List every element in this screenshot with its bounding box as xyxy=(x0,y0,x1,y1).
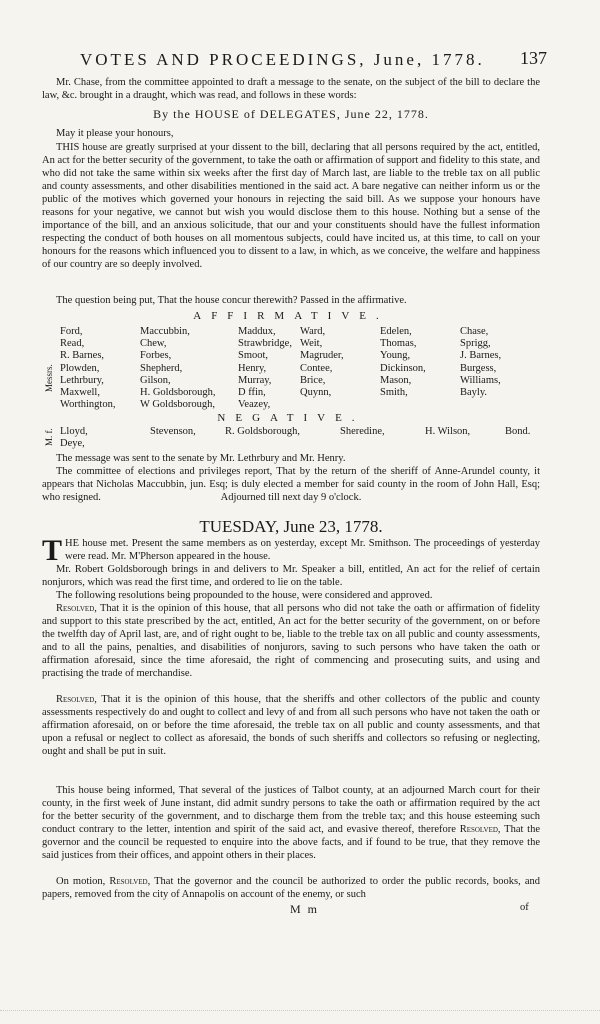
signature-mark: M m xyxy=(290,902,320,916)
voter-name: Contee, xyxy=(300,362,333,374)
voter-name: Gilson, xyxy=(140,374,171,386)
voter-name: Read, xyxy=(60,338,85,350)
voter-name: Henry, xyxy=(238,362,267,374)
voter-name: Forbes, xyxy=(140,350,172,362)
resolution-2-text: That it is the opinion of this house, that the sheriffs and other collectors of the public and county assessments respectively do and ought to collect and levy of and from all such persons who have not taken the oath or affirmation aforesaid, on or before the time aforesaid, the treble tax on all public and county assessments, and that upon a refusal or neglect to collect as aforesaid, the bonds of such sheriffs and collectors so refusing or neglecting, ought and shall be put in suit. xyxy=(42,694,540,757)
voter-name: Worthington, xyxy=(60,399,116,411)
voter-name: Mason, xyxy=(380,374,412,386)
voter-name: D ffin, xyxy=(238,387,266,399)
intro-paragraph: Mr. Chase, from the committee appointed to draft a message to the senate, on the subject of the bill to declare the law, &c. brought in a draught, which was read, and follows in these words: xyxy=(42,77,540,101)
resolution-1-text: That it is the opinion of this house, that all persons who did not take the oath or affirmation of fidelity and support to this state prescribed by the act, entitled, An act for the better security of the government, on or before the twelfth day of April last, are, and of right ought to be, liable to the treble tax on all public and county assessments, and to all the pains, penalties, and disabilities of nonjurors, saving to such persons who have taken the oath or affirmation aforesaid, since the time aforesaid, the right of commencing and prosecuting suits, and using and practising the trade of merchandise. xyxy=(42,603,540,679)
voter-name: Weit, xyxy=(300,338,323,350)
talbot-text: This house being informed, That several of the justices of Talbot county, at an adjourned March court for their county, in the first week of June instant, did admit sundry persons to take the oath or affirmation required by the act for the better security of the government, and to discharge them from the treble tax; and this house esteeming such conduct contrary to the letter, intention and spirit of the said act, and evasive thereof, therefore xyxy=(42,785,540,835)
affirmative-column-6 xyxy=(460,326,501,399)
resolved-label: Resolved, xyxy=(56,694,97,705)
voter-name: Sheredine, xyxy=(340,426,385,437)
voter-name: Young, xyxy=(380,350,411,362)
voter-name: R. Barnes, xyxy=(60,350,105,362)
resolved-label: Resolved, xyxy=(109,876,151,887)
records-motion-paragraph xyxy=(42,875,540,901)
talbot-resolution-text: That the governor and the council be requested to enquire into the above facts, and if found to be true, that they remove the said justices from their offices, and appoint others in their places. xyxy=(42,824,540,861)
voter-name: H. Wilson, xyxy=(425,426,471,437)
voter-name: Williams, xyxy=(460,374,501,386)
voter-name: Ford, xyxy=(60,326,83,337)
resolved-label: Resolved, xyxy=(56,603,97,614)
day-heading: TUESDAY, June 23, 1778. xyxy=(199,517,383,536)
voter-name: Brice, xyxy=(300,374,326,386)
salutation: May it please your honours, xyxy=(56,128,174,139)
voter-name: Bayly. xyxy=(460,387,488,399)
voter-name: R. Goldsborough, xyxy=(225,426,300,437)
voter-name: Chew, xyxy=(140,338,167,350)
message-heading: By the HOUSE of DELEGATES, June 22, 1778. xyxy=(153,107,429,121)
elections-report: The committee of elections and privileges report, That by the return of the sheriff of Anne-Arundel county, it appears that Nicholas Maccubbin, jun. Esq; is duly elected a member for said county in the room of John Hall, Esq; who resigned. xyxy=(42,466,540,503)
tuesday-opening xyxy=(42,534,540,567)
voter-name: Smith, xyxy=(380,387,408,399)
voter-name: J. Barnes, xyxy=(460,350,502,362)
voter-name: Sprigg, xyxy=(460,338,491,350)
voter-name: Strawbridge, xyxy=(238,338,292,350)
affirmative-column-4 xyxy=(300,326,344,399)
voter-name: Edelen, xyxy=(380,326,412,337)
voter-name: Quynn, xyxy=(300,387,332,399)
voter-name: Veazey, xyxy=(238,399,271,411)
voter-name: Chase, xyxy=(460,326,489,337)
voter-name: Dickinson, xyxy=(380,362,426,374)
page-number: 137 xyxy=(520,48,547,68)
question-line: The question being put, That the house concur therewith? Passed in the affirmative. xyxy=(56,295,407,306)
voter-name: W Goldsborough, xyxy=(140,399,216,411)
affirmative-heading: AFFIRMATIVE. xyxy=(193,310,389,322)
message-sent-line: The message was sent to the senate by Mr. Lethrbury and Mr. Henry. xyxy=(56,453,346,464)
resolution-1 xyxy=(42,602,540,680)
affirmative-column-1 xyxy=(60,326,115,411)
voter-name: Maddux, xyxy=(238,326,276,337)
drop-cap: T xyxy=(42,534,63,567)
scan-edge-divider xyxy=(0,1010,600,1011)
resolution-2 xyxy=(42,693,540,758)
voter-name: Smoot, xyxy=(238,350,269,362)
voter-name: Magruder, xyxy=(300,350,344,362)
voter-name: H. Goldsborough, xyxy=(140,387,216,399)
message-body: THIS house are greatly surprised at your dissent to the bill, declaring that all persons required by the act, entitled, An act for the better security of the government, to take the oath or affirmation of support and fidelity to this state, and who did not take the same within six weeks after the first day of March last, are liable to the treble tax on all public and county assessments, and other disabilities mentioned in the said act. A bare negative can neither inform us or the public of the motives which governed your honours in rejecting the said bill. As we suppose your honours have reasons for your negative, we cannot but wish you would disclose them to this house. Nothing but a sense of the importance of the bill, and an anxious solicitude, that our and your constituents should have the fullest information respecting the conduct of both houses on all momentous subjects, could have incited us, at this time, to call on your honours for the reasons which influenced you to dissent to a law, in which, as we conceive, the welfare and happiness of our country are so deeply involved. xyxy=(42,142,540,270)
resolutions-intro: The following resolutions being propounded to the house, were considered and approved. xyxy=(56,590,433,601)
on-motion-label: On motion, xyxy=(56,876,106,887)
voter-name: Thomas, xyxy=(380,338,417,350)
affirmative-column-3 xyxy=(238,326,292,411)
voter-name: Deye, xyxy=(60,438,85,450)
affirmative-column-2 xyxy=(140,326,216,411)
negative-messrs-label: M. f. xyxy=(44,428,54,446)
voter-name: Burgess, xyxy=(460,362,497,374)
voter-name: Bond. xyxy=(505,426,531,437)
voter-name: Lethrbury, xyxy=(60,374,104,386)
opening-text: HE house met. Present the same members as on yesterday, except Mr. Smithson. The proceedings of yesterday were read. Mr. M'Pherson appeared in the house. xyxy=(65,538,540,562)
voter-name: Plowden, xyxy=(60,362,100,374)
voter-name: Murray, xyxy=(238,374,272,386)
voter-name: Maccubbin, xyxy=(140,326,190,337)
resolved-label: Resolved, xyxy=(459,824,501,835)
negative-heading: NEGATIVE. xyxy=(217,412,365,424)
affirmative-column-5 xyxy=(380,326,426,399)
voter-name: Lloyd, xyxy=(60,426,88,437)
records-motion-text: That the governor and the council be authorized to order the public records, books, and papers, removed from the city of Annapolis on account of the enemy, or such xyxy=(42,876,540,900)
voter-name: Stevenson, xyxy=(150,426,196,437)
adjourned-line: Adjourned till next day 9 o'clock. xyxy=(220,492,362,503)
running-header: VOTES AND PROCEEDINGS, June, 1778. xyxy=(80,50,485,69)
nonjurors-bill-paragraph: Mr. Robert Goldsborough brings in and delivers to Mr. Speaker a bill, entitled, An act for the relief of certain nonjurors, which was read the first time, and ordered to lie on the table. xyxy=(42,564,540,588)
voter-name: Ward, xyxy=(300,326,326,337)
affirmative-messrs-label: Messrs. xyxy=(44,364,54,392)
talbot-justices-paragraph xyxy=(42,784,540,862)
catchword: of xyxy=(520,902,529,913)
voter-name: Maxwell, xyxy=(60,387,100,399)
voter-name: Shepherd, xyxy=(140,362,183,374)
negative-column-1 xyxy=(60,426,88,450)
